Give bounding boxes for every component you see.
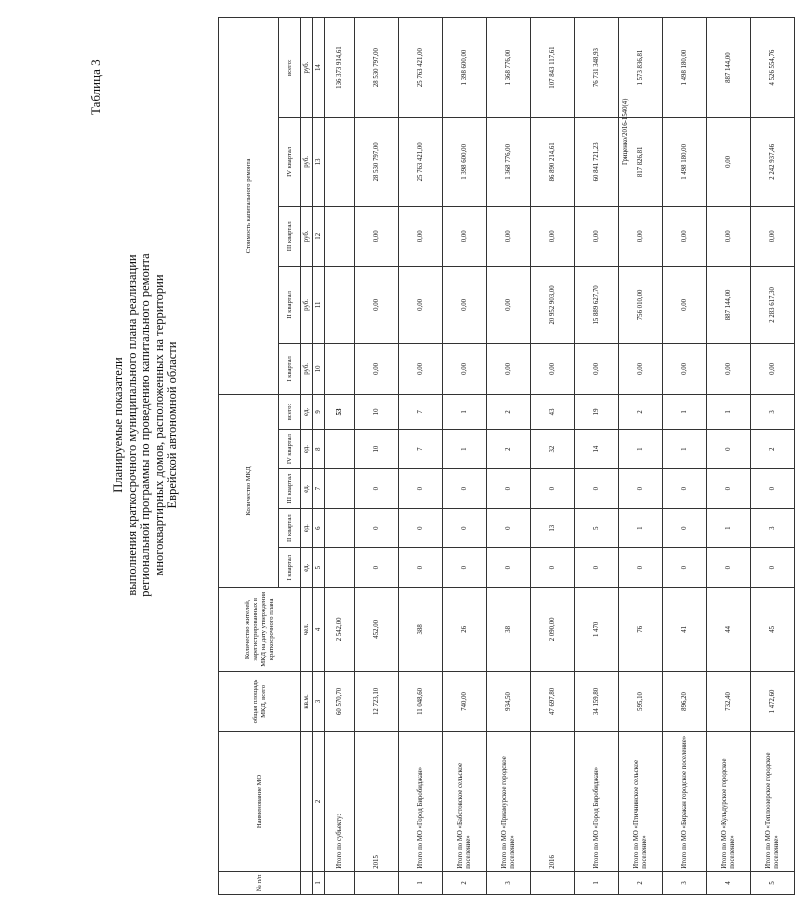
cell-q3: 0 (619, 469, 663, 509)
column-number-cell: 6 (313, 508, 325, 548)
cell-q4: 32 (531, 429, 575, 469)
unit-cell: руб. (301, 118, 313, 206)
cell-q2: 0 (355, 508, 399, 548)
cell-ct: 1 368 776,00 (487, 18, 531, 118)
header-quarter: I квартал (279, 548, 301, 588)
column-number-cell: 13 (313, 118, 325, 206)
header-quarter: II квартал (279, 267, 301, 344)
cell-area: 896,20 (663, 671, 707, 731)
cell-q1: 0 (575, 548, 619, 588)
column-number-cell: 14 (313, 18, 325, 118)
cell-qt: 53 (325, 394, 355, 429)
cell-qt: 43 (531, 394, 575, 429)
cell-c3: 0,00 (443, 206, 487, 266)
cell-q4: 14 (575, 429, 619, 469)
cell-q3: 0 (663, 469, 707, 509)
column-number-cell: 5 (313, 548, 325, 588)
cell-res: 44 (707, 587, 751, 671)
table-row (355, 18, 399, 895)
cell-c2: 0,00 (487, 267, 531, 344)
cell-res: 452,00 (355, 587, 399, 671)
header-quarter: I квартал (279, 343, 301, 394)
cell-ct: 1 498 180,00 (663, 18, 707, 118)
cell-q1: 0 (399, 548, 443, 588)
cell-c3: 0,00 (531, 206, 575, 266)
cell-qt: 1 (443, 394, 487, 429)
cell-c3: 0,00 (707, 206, 751, 266)
cell-c4: 1 398 600,00 (443, 118, 487, 206)
cell-name: 2015 (355, 732, 399, 872)
cell-c4: 28 530 797,00 (355, 118, 399, 206)
cell-q2: 1 (707, 508, 751, 548)
column-number-cell: 1 (313, 871, 325, 894)
header-mkd-count: Количество МКД (219, 394, 279, 587)
cell-c2: 0,00 (399, 267, 443, 344)
cell-ct: 4 526 554,76 (751, 18, 795, 118)
header-quarter: III квартал (279, 469, 301, 509)
cell-c3: 0,00 (399, 206, 443, 266)
cell-n: 4 (707, 871, 751, 894)
unit-cell-empty (301, 871, 313, 894)
cell-q4: 7 (399, 429, 443, 469)
table-row (487, 18, 531, 895)
unit-cell: руб. (301, 18, 313, 118)
indicators-table (218, 17, 795, 895)
cell-c1: 0,00 (751, 343, 795, 394)
cell-ct: 107 843 117,61 (531, 18, 575, 118)
title-line: Еврейской автономной области (165, 341, 179, 509)
cell-area: 740,00 (443, 671, 487, 731)
cell-q1: 0 (619, 548, 663, 588)
cell-c3 (325, 206, 355, 266)
cell-c3: 0,00 (663, 206, 707, 266)
cell-q1: 0 (487, 548, 531, 588)
cell-area: 11 048,60 (399, 671, 443, 731)
cell-q2: 5 (575, 508, 619, 548)
cell-c2: 0,00 (663, 267, 707, 344)
cell-q1: 0 (751, 548, 795, 588)
table-label: Таблица 3 (88, 59, 103, 115)
cell-c4 (325, 118, 355, 206)
cell-res: 26 (443, 587, 487, 671)
cell-q3: 0 (355, 469, 399, 509)
cell-c4: 2 242 937,46 (751, 118, 795, 206)
cell-c4: 60 841 721,23 (575, 118, 619, 206)
cell-res: 2 542,00 (325, 587, 355, 671)
cell-c2: 0,00 (443, 267, 487, 344)
header-quarter: IV квартал (279, 429, 301, 469)
cell-area: 595,10 (619, 671, 663, 731)
document-footer: Гриценко/2016-1540(4) (622, 98, 629, 165)
cell-c4: 86 890 214,61 (531, 118, 575, 206)
cell-ct: 1 573 836,81 (619, 18, 663, 118)
header-residents: Количество жителей, зарегистрированных в МКД на дату утверждения краткосрочного плана (219, 587, 301, 671)
cell-res: 2 090,00 (531, 587, 575, 671)
column-number-cell: 8 (313, 429, 325, 469)
cell-q3: 0 (751, 469, 795, 509)
cell-c3: 0,00 (355, 206, 399, 266)
cell-name: Итого по МО «Город Биробиджан» (399, 732, 443, 872)
header-quarter: III квартал (279, 206, 301, 266)
header-quarter: IV квартал (279, 118, 301, 206)
cell-res: 1 470 (575, 587, 619, 671)
cell-c4: 25 763 421,00 (399, 118, 443, 206)
cell-name: Итого по МО «Город Биробиджан» (575, 732, 619, 872)
title-line: Планируемые показатели (111, 357, 125, 493)
header-name: Наименование МО (219, 732, 301, 872)
cell-n: 3 (487, 871, 531, 894)
column-number-cell: 12 (313, 206, 325, 266)
document-title (112, 85, 180, 765)
cell-name: 2016 (531, 732, 575, 872)
table-row (443, 18, 487, 895)
cell-qt: 2 (487, 394, 531, 429)
cell-c1: 0,00 (575, 343, 619, 394)
cell-res: 38 (487, 587, 531, 671)
cell-area: 34 159,80 (575, 671, 619, 731)
unit-cell: ед. (301, 429, 313, 469)
cell-q2: 0 (663, 508, 707, 548)
cell-q3: 0 (575, 469, 619, 509)
cell-q2: 0 (487, 508, 531, 548)
cell-name: Итого по субъекту: (325, 732, 355, 872)
cell-q1: 0 (663, 548, 707, 588)
cell-area: 732,40 (707, 671, 751, 731)
header-area: общая площадь МКД, всего (219, 671, 301, 731)
column-number-cell: 11 (313, 267, 325, 344)
cell-ct: 136 373 914,61 (325, 18, 355, 118)
cell-qt: 10 (355, 394, 399, 429)
cell-q3: 0 (443, 469, 487, 509)
cell-n: 3 (663, 871, 707, 894)
cell-c1: 0,00 (399, 343, 443, 394)
cell-q4: 10 (355, 429, 399, 469)
cell-c4: 1 498 180,00 (663, 118, 707, 206)
cell-q3: 0 (487, 469, 531, 509)
cell-res: 45 (751, 587, 795, 671)
cell-q4: 0 (707, 429, 751, 469)
cell-c3: 0,00 (751, 206, 795, 266)
table-row (751, 18, 795, 895)
cell-c2: 887 144,00 (707, 267, 751, 344)
cell-q1: 0 (443, 548, 487, 588)
column-number-cell: 10 (313, 343, 325, 394)
cell-c1: 0,00 (531, 343, 575, 394)
cell-name: Итого по МО «Биракан городское поселение» (663, 732, 707, 872)
cell-c3: 0,00 (575, 206, 619, 266)
cell-name: Итого по МО «Приамурское городское поселение» (487, 732, 531, 872)
column-number-cell: 2 (313, 732, 325, 872)
table-row (707, 18, 751, 895)
cell-q4: 1 (619, 429, 663, 469)
cell-q2: 0 (399, 508, 443, 548)
cell-q4: 1 (663, 429, 707, 469)
cell-q1 (325, 548, 355, 588)
title-line: многоквартирных домов, расположенных на территории (151, 274, 166, 576)
unit-cell: руб. (301, 267, 313, 344)
cell-qt: 19 (575, 394, 619, 429)
cell-c1: 0,00 (707, 343, 751, 394)
cell-c1 (325, 343, 355, 394)
cell-q2: 13 (531, 508, 575, 548)
cell-q4: 1 (443, 429, 487, 469)
unit-cell: ед. (301, 508, 313, 548)
cell-q4: 2 (751, 429, 795, 469)
cell-q2: 3 (751, 508, 795, 548)
cell-res: 41 (663, 587, 707, 671)
column-number-cell: 7 (313, 469, 325, 509)
table-row (325, 18, 355, 895)
cell-ct: 25 763 421,00 (399, 18, 443, 118)
cell-area: 1 472,60 (751, 671, 795, 731)
cell-ct: 76 731 348,93 (575, 18, 619, 118)
cell-qt: 3 (751, 394, 795, 429)
cell-n (325, 871, 355, 894)
cell-c2: 0,00 (355, 267, 399, 344)
cell-qt: 7 (399, 394, 443, 429)
cell-n: 5 (751, 871, 795, 894)
cell-c2: 15 889 627,70 (575, 267, 619, 344)
cell-qt: 1 (663, 394, 707, 429)
cell-c4: 817 826,81 (619, 118, 663, 206)
cell-area: 12 723,10 (355, 671, 399, 731)
cell-n: 1 (575, 871, 619, 894)
cell-q3: 0 (707, 469, 751, 509)
cell-c2 (325, 267, 355, 344)
cell-n (531, 871, 575, 894)
column-number-cell: 9 (313, 394, 325, 429)
table-row (663, 18, 707, 895)
cell-c3: 0,00 (487, 206, 531, 266)
table-row (575, 18, 619, 895)
unit-cell: ед. (301, 394, 313, 429)
header-num: № п/п (219, 871, 301, 894)
unit-cell: чел. (301, 587, 313, 671)
cell-n (355, 871, 399, 894)
header-cost: Стоимость капитального ремонта (219, 18, 279, 395)
unit-cell: ед. (301, 548, 313, 588)
unit-cell: руб. (301, 206, 313, 266)
cell-n: 1 (399, 871, 443, 894)
table-row (531, 18, 575, 895)
cell-c1: 0,00 (443, 343, 487, 394)
column-number-cell: 4 (313, 587, 325, 671)
cell-q2: 0 (443, 508, 487, 548)
cell-ct: 28 530 797,00 (355, 18, 399, 118)
table-row (399, 18, 443, 895)
cell-q1: 0 (707, 548, 751, 588)
cell-c1: 0,00 (663, 343, 707, 394)
header-quarter: II квартал (279, 508, 301, 548)
unit-cell-empty (301, 732, 313, 872)
cell-name: Итого по МО «Теплоозерское городское поселение» (751, 732, 795, 872)
cell-res: 76 (619, 587, 663, 671)
cell-c3: 0,00 (619, 206, 663, 266)
cell-area: 47 697,80 (531, 671, 575, 731)
unit-cell: руб. (301, 343, 313, 394)
cell-name: Итого по МО «Бабстовское сельское поселение» (443, 732, 487, 872)
cell-c1: 0,00 (619, 343, 663, 394)
unit-cell: кв.м. (301, 671, 313, 731)
cell-res: 388 (399, 587, 443, 671)
unit-cell: ед. (301, 469, 313, 509)
cell-c4: 0,00 (707, 118, 751, 206)
cell-q1: 0 (355, 548, 399, 588)
header-quarter: всего: (279, 18, 301, 118)
cell-q2: 1 (619, 508, 663, 548)
cell-q2 (325, 508, 355, 548)
title-line: региональной программы по проведению капитального ремонта (138, 253, 152, 597)
title-line: выполнения краткосрочного муниципального плана реализации (124, 254, 139, 596)
cell-c2: 2 283 617,30 (751, 267, 795, 344)
cell-area: 60 570,70 (325, 671, 355, 731)
cell-q3: 0 (399, 469, 443, 509)
cell-n: 2 (443, 871, 487, 894)
cell-ct: 1 398 600,00 (443, 18, 487, 118)
cell-name: Итого по МО «Птичнинское сельское поселение» (619, 732, 663, 872)
cell-area: 934,50 (487, 671, 531, 731)
cell-q4: 2 (487, 429, 531, 469)
cell-q3: 0 (531, 469, 575, 509)
cell-n: 2 (619, 871, 663, 894)
cell-name: Итого по МО «Кульдурское городское поселение» (707, 732, 751, 872)
cell-qt: 1 (707, 394, 751, 429)
cell-q3 (325, 469, 355, 509)
header-quarter: всего: (279, 394, 301, 429)
cell-c2: 20 952 903,00 (531, 267, 575, 344)
column-number-cell: 3 (313, 671, 325, 731)
cell-c4: 1 368 776,00 (487, 118, 531, 206)
cell-q4 (325, 429, 355, 469)
cell-qt: 2 (619, 394, 663, 429)
cell-q1: 0 (531, 548, 575, 588)
cell-c2: 756 010,00 (619, 267, 663, 344)
cell-c1: 0,00 (355, 343, 399, 394)
cell-c1: 0,00 (487, 343, 531, 394)
cell-ct: 887 144,00 (707, 18, 751, 118)
